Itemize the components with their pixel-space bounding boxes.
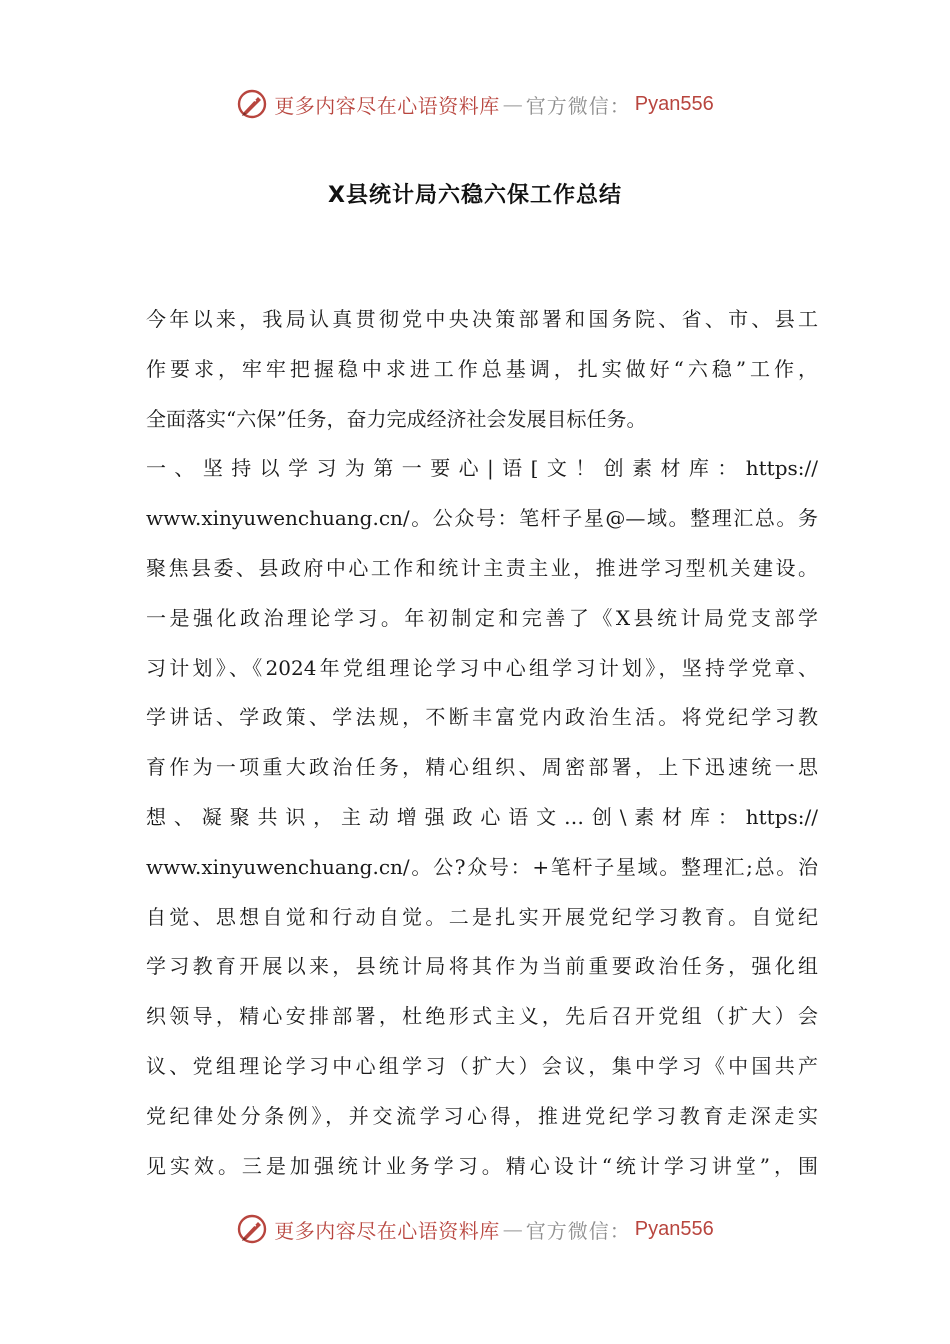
body-line: 作要求，牢牢把握稳中求进工作总基调，扎实做好“六稳”工作， xyxy=(146,356,818,381)
footer-watermark-banner xyxy=(0,1207,950,1251)
banner-separator: — xyxy=(502,1217,523,1241)
body-line: www.xinyuwenchuang.cn/。公?众号：+笔杆子星域。整理汇;总。治 xyxy=(146,854,818,879)
body-line: 党纪律处分条例》，并交流学习心得，推进党纪学习教育走深走实 xyxy=(146,1103,818,1128)
body-line: 自觉、思想自觉和行动自觉。二是扎实开展党纪学习教育。自觉纪 xyxy=(146,904,818,929)
document-title: X县统计局六稳六保工作总结 xyxy=(328,183,622,208)
body-line: 今年以来，我局认真贯彻党中央决策部署和国务院、省、市、县工 xyxy=(146,307,818,331)
banner-wechat-id: Pyan556 xyxy=(634,1217,714,1240)
banner-slogan: 更多内容尽在心语资料库 xyxy=(274,93,500,118)
banner-wechat-label: 官方微信： xyxy=(525,1218,631,1243)
body-line: 一是强化政治理论学习。年初制定和完善了《X县统计局党支部学 xyxy=(146,605,818,630)
pen-logo-icon xyxy=(236,1213,268,1245)
banner-slogan: 更多内容尽在心语资料库 xyxy=(274,1218,500,1243)
banner-wechat-id: Pyan556 xyxy=(634,92,714,115)
document-body xyxy=(146,295,818,1191)
header-watermark-banner xyxy=(0,82,950,126)
body-line: www.xinyuwenchuang.cn/。公众号：笔杆子星@—域。整理汇总。务 xyxy=(146,506,818,531)
body-line: 见实效。三是加强统计业务学习。精心设计“统计学习讲堂”，围 xyxy=(146,1153,818,1178)
body-line: 聚焦县委、县政府中心工作和统计主责主业，推进学习型机关建设。 xyxy=(146,555,818,580)
banner-wechat-label: 官方微信： xyxy=(525,93,631,118)
body-line: 一、坚持以学习为第一要心|语[文！创素材库：https:// xyxy=(146,456,818,481)
body-line: 织领导，精心安排部署，杜绝形式主义，先后召开党组（扩大）会 xyxy=(146,1004,818,1029)
body-line: 育作为一项重大政治任务，精心组织、周密部署，上下迅速统一思 xyxy=(146,755,818,780)
body-line: 学讲话、学政策、学法规，不断丰富党内政治生活。将党纪学习教 xyxy=(146,705,818,730)
body-line: 习计划》、《2024年党组理论学习中心组学习计划》，坚持学党章、 xyxy=(146,655,818,680)
body-line: 想、凝聚共识，主动增强政心语文…创\素材库：https:// xyxy=(146,804,818,829)
body-line: 议、党组理论学习中心组学习（扩大）会议，集中学习《中国共产 xyxy=(146,1053,818,1078)
body-line: 全面落实“六保”任务，奋力完成经济社会发展目标任务。 xyxy=(146,406,647,431)
body-line: 学习教育开展以来，县统计局将其作为当前重要政治任务，强化组 xyxy=(146,954,818,979)
pen-logo-icon xyxy=(236,88,268,120)
banner-separator: — xyxy=(502,92,523,116)
